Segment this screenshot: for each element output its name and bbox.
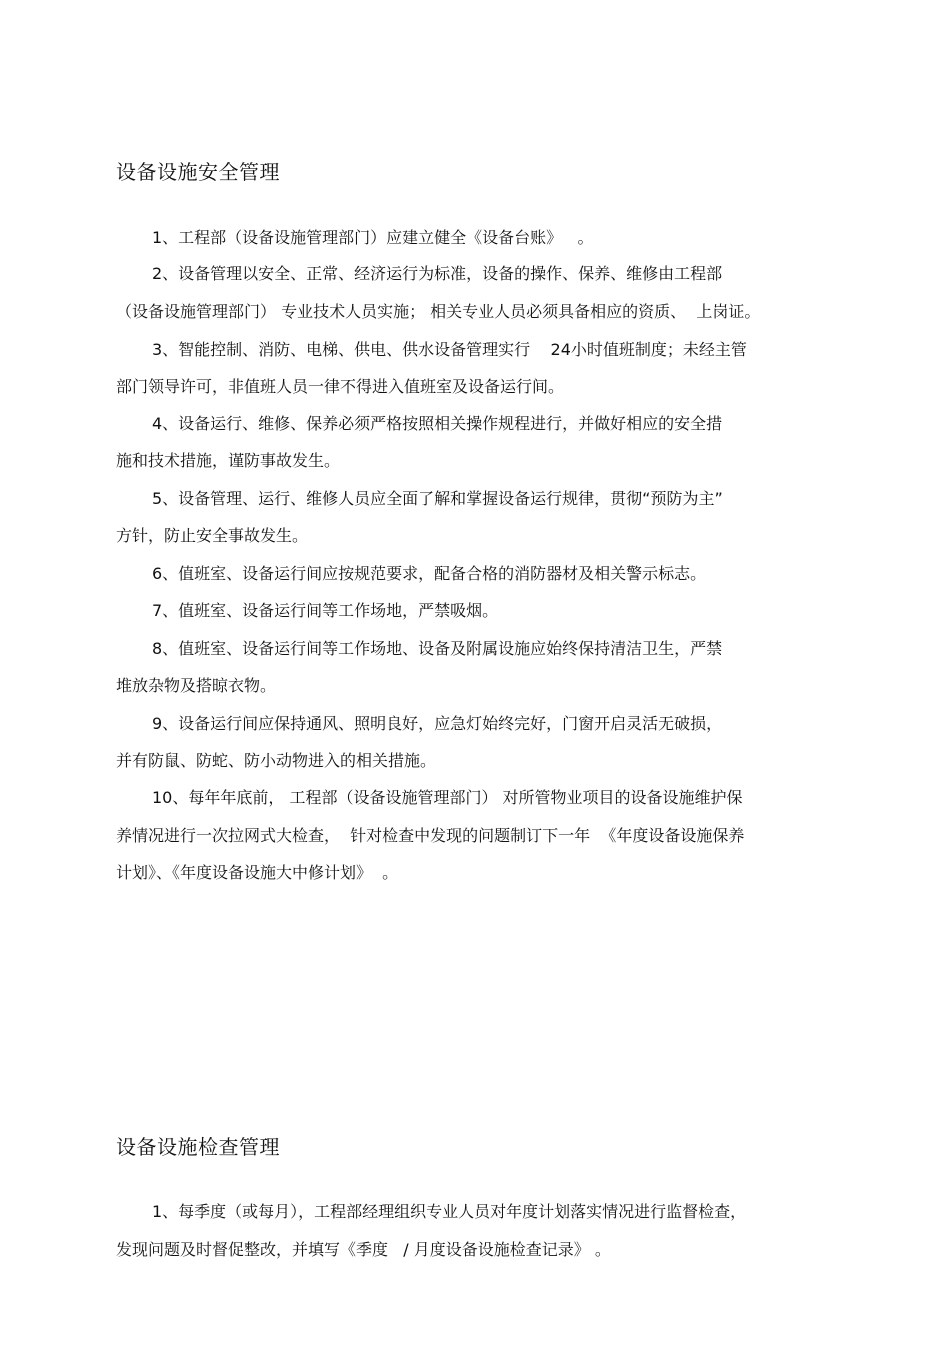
- clause-8: 8、值班室、设备运行间等工作场地、设备及附属设施应始终保持清洁卫生，严禁: [152, 639, 723, 658]
- clause-1: 1、工程部（设备设施管理部门）应建立健全《设备台账》 。: [152, 228, 594, 247]
- clause-4-cont: 施和技术措施，谨防事故发生。: [116, 451, 341, 470]
- section-title-inspection: 设备设施检查管理: [116, 1135, 280, 1159]
- inspection-clause-1: 1、每季度（或每月），工程部经理组织专业人员对年度计划落实情况进行监督检查，: [152, 1202, 747, 1221]
- clause-2: 2、设备管理以安全、正常、经济运行为标准，设备的操作、保养、维修由工程部: [152, 264, 723, 283]
- clause-10-cont-1: 养情况进行一次拉网式大检查， 针对检查中发现的问题制订下一年 《年度设备设施保养: [116, 826, 745, 845]
- clause-7: 7、值班室、设备运行间等工作场地，严禁吸烟。: [152, 601, 499, 620]
- clause-8-cont: 堆放杂物及搭晾衣物。: [116, 676, 277, 695]
- clause-10-cont-2: 计划》、《年度设备设施大中修计划》 。: [116, 863, 399, 882]
- inspection-clause-1-cont: 发现问题及时督促整改，并填写《季度 / 月度设备设施检查记录》 。: [116, 1240, 611, 1259]
- clause-5: 5、设备管理、运行、维修人员应全面了解和掌握设备运行规律，贯彻“预防为主”: [152, 489, 723, 508]
- section-title-safety: 设备设施安全管理: [116, 160, 280, 184]
- clause-10: 10、每年年底前， 工程部（设备设施管理部门） 对所管物业项目的设备设施维护保: [152, 788, 743, 807]
- clause-3: 3、智能控制、消防、电梯、供电、供水设备管理实行 24小时值班制度；未经主管: [152, 340, 747, 359]
- clause-9-cont: 并有防鼠、防蛇、防小动物进入的相关措施。: [116, 751, 437, 770]
- clause-3-cont: 部门领导许可，非值班人员一律不得进入值班室及设备运行间。: [116, 377, 565, 396]
- clause-4: 4、设备运行、维修、保养必须严格按照相关操作规程进行，并做好相应的安全措: [152, 414, 723, 433]
- clause-9: 9、设备运行间应保持通风、照明良好，应急灯始终完好，门窗开启灵活无破损，: [152, 714, 723, 733]
- clause-6: 6、值班室、设备运行间应按规范要求，配备合格的消防器材及相关警示标志。: [152, 564, 707, 583]
- clause-5-cont: 方针，防止安全事故发生。: [116, 526, 309, 545]
- clause-2-cont: （设备设施管理部门） 专业技术人员实施； 相关专业人员必须具备相应的资质、 上岗证。: [116, 302, 761, 321]
